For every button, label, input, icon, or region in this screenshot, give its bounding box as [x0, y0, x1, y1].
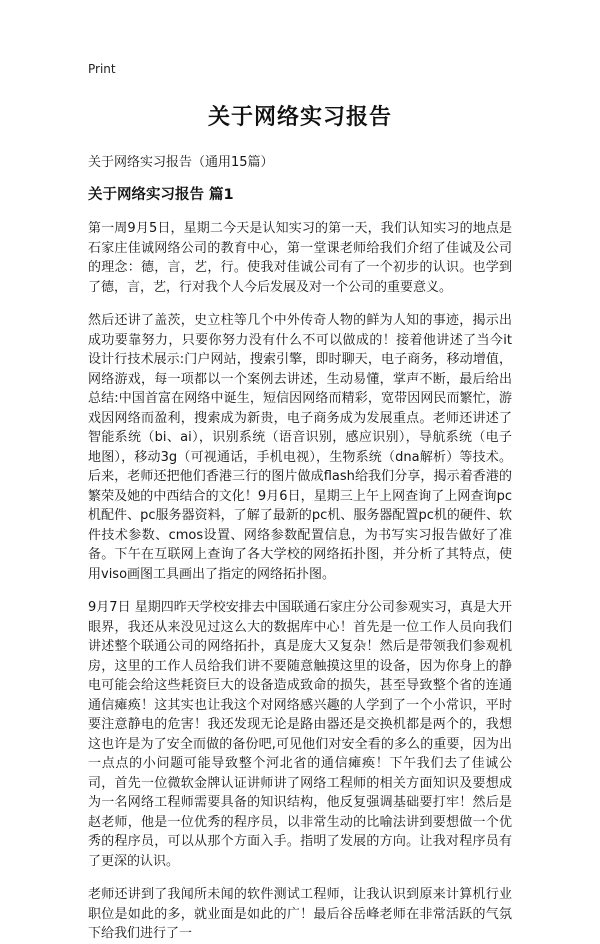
paragraph-1: 第一周9月5日，星期二今天是认知实习的第一天，我们认知实习的地点是石家庄佳诚网络公司的教育中心，第一堂课老师给我们介绍了佳诚及公司的理念：德，言，艺，行。使我对佳诚公司有了一个初步的认识。也学到了德，言，艺，行对我个人今后发展及对一个公司的重要意义。 [88, 221, 512, 295]
paragraph-4: 老师还讲到了我闻所未闻的软件测试工程师，让我认识到原来计算机行业职位是如此的多，就业面是如此的广！最后谷岳峰老师在非常活跃的气氛下给我们进行了一 [88, 887, 512, 941]
paragraph-3: 9月7日 星期四昨天学校安排去中国联通石家庄分公司参观实习，真是大开眼界，我还从来没见过这么大的数据库中心！首先是一位工作人员向我们讲述整个联通公司的网络拓扑，真是庞大又复杂！然后是带领我们参观机房，这里的工作人员给我们讲不要随意触摸这里的设备，因为你身上的静电可能会给这些耗资巨大的设备造成致命的损失，甚至导致整个省的连通通信瘫痪！这其实也让我这个对网络感兴趣的人学到了一个小常识，平时要注意静电的危害！我还发现无论是路由器还是交换机都是两个的，我想这也许是为了安全而做的备份吧,可见他们对安全看的多么的重要，因为出一点点的小问题可能导致整个河北省的通信瘫痪！下午我们去了佳诚公司，首先一位微软金牌认证讲师讲了网络工程师的相关方面知识及要想成为一名网络工程师需要具备的知识结构，他反复强调基础要打牢！然后是赵老师，他是一位优秀的程序员，以非常生动的比喻法讲到要想做一个优秀的程序员，可以从那个方面入手。指明了发展的方向。让我对程序员有了更深的认识。 [88, 600, 512, 869]
document-subtitle: 关于网络实习报告（通用15篇） [88, 155, 274, 170]
print-link[interactable]: Print [88, 62, 116, 76]
section-heading: 关于网络实习报告 篇1 [88, 187, 234, 203]
paragraph-2: 然后还讲了盖茨，史立柱等几个中外传奇人物的鲜为人知的事迹，揭示出成功要靠努力，只要你努力没有什么不可以做成的！接着他讲述了当今it设计行技术展示:门户网站，搜索引擎，即时聊天，电子商务，移动增值，网络游戏，每一项都以一个案例去讲述，生动易懂，掌声不断，最后给出总结:中国首富在网络中诞生，短信因网络而精彩，宽带因网民而繁忙，游戏因网络而盈利，搜索成为新贵，电子商务成为发展重点。老师还讲述了智能系统（bi、ai），识别系统（语音识别，感应识别），导航系统（电子地图），移动3g（可视通话，手机电视），生物系统（dna解析）等技术。后来，老师还把他们香港三行的图片做成flash给我们分享，揭示着香港的繁荣及她的中西结合的文化！9月6日，星期三上午上网查询了上网查询pc机配件、pc服务器资料，了解了最新的pc机、服务器配置pc机的硬件、软件技术参数、cmos设置、网络参数配置信息，为书写实习报告做好了准备。下午在互联网上查询了各大学校的网络拓扑图，并分析了其特点，使用viso画图工具画出了指定的网络拓扑图。 [88, 313, 512, 582]
page-title: 关于网络实习报告 [207, 105, 392, 130]
